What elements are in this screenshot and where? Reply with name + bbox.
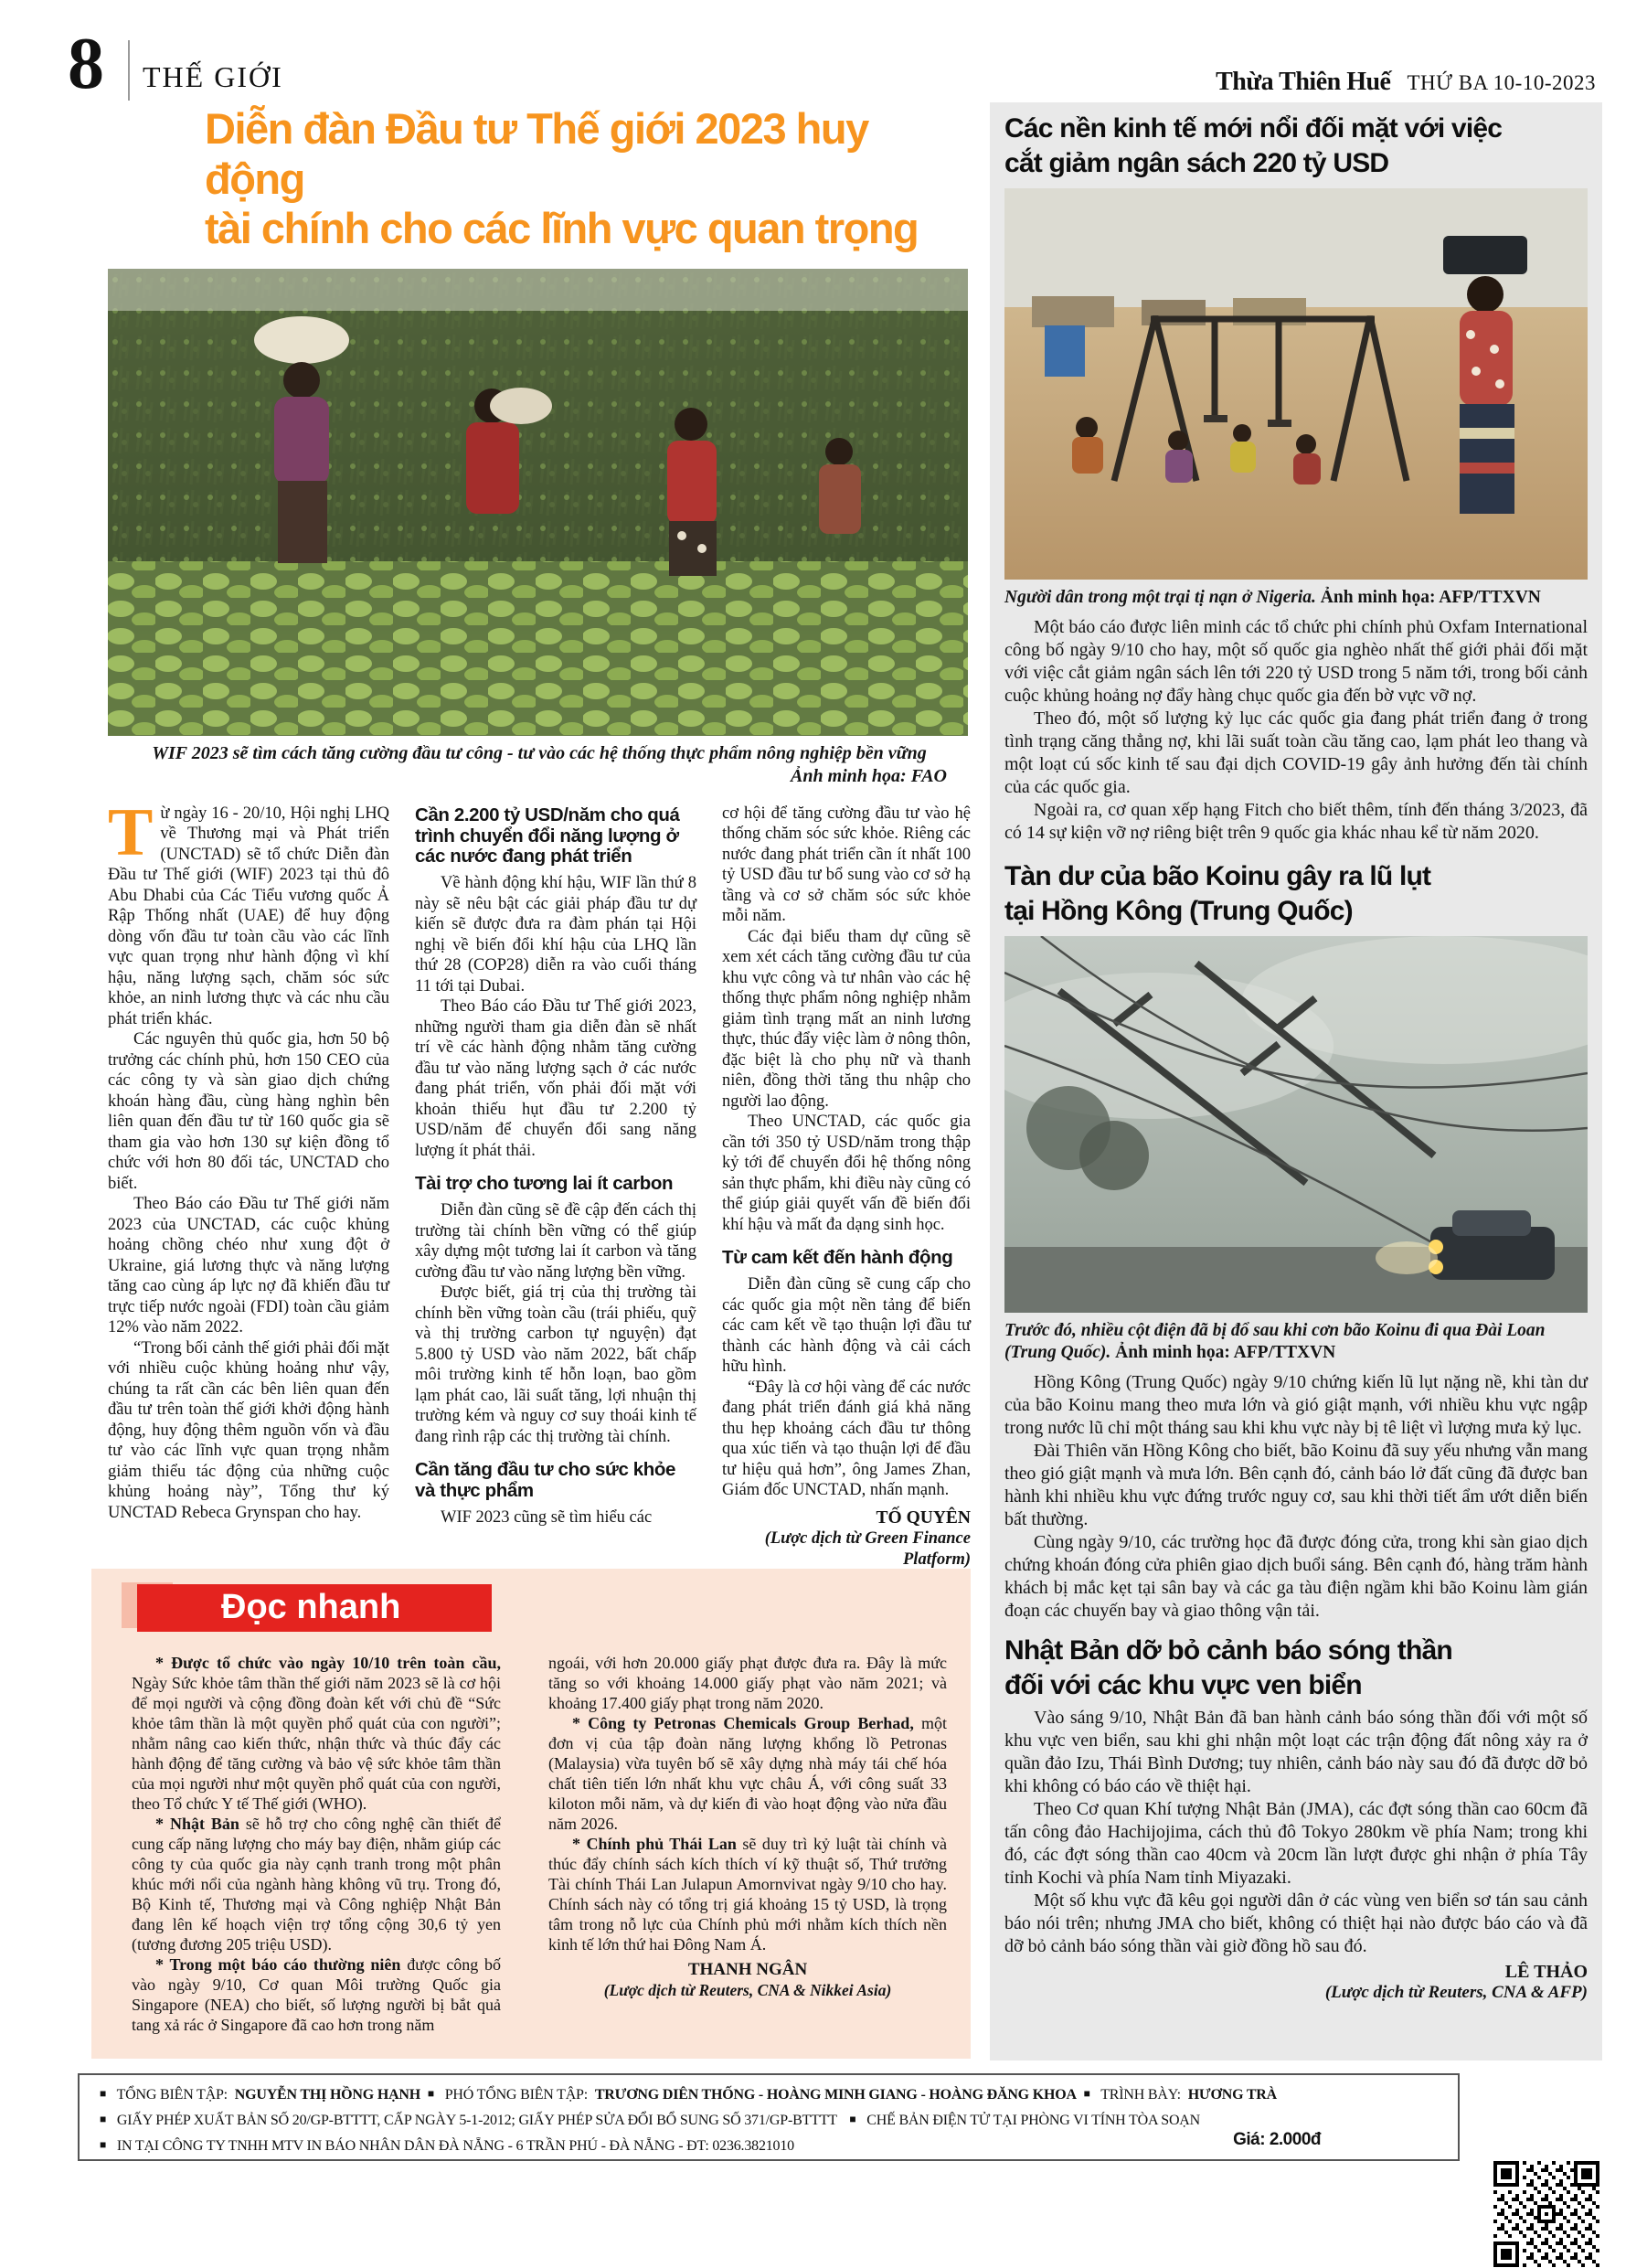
sidebar-photo-nigeria-camp xyxy=(1004,188,1588,580)
drop-cap: T xyxy=(108,794,154,870)
subheading: Cần tăng đầu tư cho sức khỏe và thực phẩm xyxy=(415,1459,676,1502)
bullet-icon: ■ xyxy=(100,2138,107,2151)
main-headline-line1: Diễn đàn Đầu tư Thế giới 2023 huy động xyxy=(205,104,868,203)
news-brief-continuation: ngoái, với hơn 20.000 giấy phạt được đưa ra. Đây là mức tăng so với khoảng 14.000 giấy phạt vào năm 2021; và khoảng 17.400 giấy phạt trong năm 2020. xyxy=(548,1654,947,1712)
price-label: Giá: 2.000đ xyxy=(1233,2130,1321,2149)
news-brief: * Nhật Bản sẽ hỗ trợ cho công nghệ cần thiết để cung cấp năng lượng cho máy bay điện, nhằm giúp các công ty của quốc gia này cạnh tranh trong một phân khúc mới nổi của ngành hàng không vũ trụ. Trong đó, Bộ Kinh tế, Thương mại và Công nghiệp Nhật Bản đang lên kế hoạch viện trợ tổng cộng 30,6 tỷ yen (tương đương 205 triệu USD). xyxy=(132,1815,501,1954)
header-right xyxy=(1216,68,1596,97)
sidebar-photo-storm xyxy=(1004,936,1588,1313)
sidebar-photo1-caption: Người dân trong một trại tị nạn ở Nigeria. Ảnh minh họa: AFP/TTXVN xyxy=(1004,587,1541,607)
main-article xyxy=(108,104,971,1571)
sidebar-article3-body xyxy=(1004,1707,1588,1958)
paragraph: Theo Cơ quan Khí tượng Nhật Bản (JMA), các đợt sóng thần cao 60cm đã tấn công đảo Hachijojima, cách thủ đô Tokyo 280km về phía Nam; trong khi đó, các đợt sóng thần cao 40cm và 20cm lần lượt được ghi nhận ở phía Tây tỉnh Kochi và phía Nam tỉnh Miyazaki. xyxy=(1004,1798,1588,1888)
footer-line-1: ■ TỔNG BIÊN TẬP: NGUYỄN THỊ HỒNG HẠNH ■ PHÓ TỔNG BIÊN TẬP: TRƯƠNG DIÊN THỐNG - HOÀNG MINH GIANG - HOÀNG ĐĂNG KHOA ■ TRÌNH BÀY: HƯƠNG TRÀ xyxy=(100,2087,1278,2103)
paragraph: Các đại biểu tham dự cũng sẽ xem xét cách tăng cường đầu tư của khu vực công và tư nhân vào các hệ thống thực phẩm nông nghiệp nhằm giảm tình trạng mất an ninh lương thực, thúc đẩy việc làm ở nông thôn, đặc biệt là cho phụ nữ và thanh niên, đồng thời tăng thu nhập cho người lao động. xyxy=(722,927,971,1111)
news-brief: * Chính phủ Thái Lan sẽ duy trì kỷ luật tài chính và thúc đẩy chính sách kích thích ví kỹ thuật số, Thứ trưởng Tài chính Thái Lan Julapun Amornvivat ngày 9/10 cho hay. Chính sách này có tổng trị giá khoảng 15 tỷ USD, là trọng tâm trong nỗ lực của Chính phủ mới nhằm kích thích nền kinh tế lớn thứ hai Đông Nam Á. xyxy=(548,1835,948,1954)
translation-credit: (Lược dịch từ Reuters, CNA & AFP) xyxy=(1324,1982,1588,2002)
paragraph: Các nguyên thủ quốc gia, hơn 50 bộ trưởng các chính phủ, hơn 150 CEO của các công ty và sàn giao dịch chứng khoán hàng đầu, cùng hàng nghìn bên liên quan đến đầu tư từ 160 quốc gia sẽ tham gia vào hơn 130 sự kiện đồng tổ chức với hơn 80 đối tác, UNCTAD cho biết. xyxy=(108,1030,389,1193)
paragraph: Ngoài ra, cơ quan xếp hạng Fitch cho biết thêm, tính đến tháng 3/2023, đã có 14 sự kiện vỡ nợ riêng biệt trên 9 quốc gia khác nhau kể từ năm 2020. xyxy=(1004,799,1588,843)
paragraph: Vào sáng 9/10, Nhật Bản đã ban hành cảnh báo sóng thần đối với một số khu vực ven biển, sau khi ghi nhận một loạt các trận động đất nông xảy ra ở quần đảo Izu, Thái Bình Dương; tuy nhiên, cảnh báo này sau đó đã được dỡ bỏ khi không có báo cáo về thiệt hại. xyxy=(1004,1707,1588,1796)
sidebar-article3-headline: Nhật Bản dỡ bỏ cảnh báo sóng thần đối với các khu vực ven biển xyxy=(1004,1635,1452,1701)
bullet-icon: ■ xyxy=(849,2113,856,2125)
main-headline xyxy=(108,104,971,254)
quick-reads-header: Đọc nhanh xyxy=(137,1584,492,1632)
translation-credit: (Lược dịch từ Green Finance Platform) xyxy=(764,1529,971,1570)
sidebar-column xyxy=(990,102,1602,2060)
main-photo-farm xyxy=(108,269,968,736)
main-column-1 xyxy=(108,794,389,1571)
sidebar-article1-body xyxy=(1004,616,1588,845)
paragraph: Theo đó, một số lượng kỷ lục các quốc gia đang phát triển đang ở trong tình trạng căng thẳng nợ, khi lãi suất toàn cầu tăng cao, lạm phát leo thang và một loạt cú sốc kinh tế sau đại dịch COVID-19 gây ảnh hưởng đến tài chính của các quốc gia. xyxy=(1004,708,1588,797)
subheading: Cần 2.200 tỷ USD/năm cho quá trình chuyển đổi năng lượng ở các nước đang phát triển xyxy=(415,804,680,868)
paragraph: Theo UNCTAD, các quốc gia cần tới 350 tỷ USD/năm trong thập kỷ tới để chuyển đổi hệ thống nông sản thực phẩm, khi điều này cũng có thể giúp giải quyết vấn đề biến đổi khí hậu và mất đa dạng sinh học. xyxy=(722,1113,971,1234)
paragraph: Đài Thiên văn Hồng Kông cho biết, bão Koinu đã suy yếu nhưng vẫn mang theo gió giật mạnh và mưa lớn. Bên cạnh đó, cảnh báo lở đất cũng đã được ban hành khi nhiều khu vực đứng trước nguy cơ, sau khi thời tiết ẩm ướt diễn biến bất thường. xyxy=(1004,1441,1588,1530)
quick-reads-columns xyxy=(132,1653,947,2035)
paragraph: Cùng ngày 9/10, các trường học đã được đóng cửa, trong khi sàn giao dịch chứng khoán đóng cửa phiên giao dịch buổi sáng. Bên cạnh đó, hàng trăm hành khách bị mắc kẹt tại sân bay và các ga tàu điện ngầm khi bão Koinu làm gián đoạn các chuyến bay và giao thông vận tải. xyxy=(1004,1532,1588,1622)
paragraph: Theo Báo cáo Đầu tư Thế giới 2023, những người tham gia diễn đàn sẽ nhất trí về các hành động nhằm tăng cường đầu tư vào năng lượng sạch ở các nước đang phát triển, vốn phải đối mặt với khoản thiếu hụt đầu tư 2.200 tỷ USD/năm để chuyển đổi sang năng lượng ít phát thải. xyxy=(415,997,696,1160)
main-column-2 xyxy=(415,804,696,1571)
news-brief: * Công ty Petronas Chemicals Group Berhad, một đơn vị của tập đoàn năng lượng khổng lồ Petronas (Malaysia) vừa tuyên bố sẽ xây dựng nhà máy tái chế hóa chất tiên tiến lớn nhất khu vực châu Á, với công suất 33 kiloton mỗi năm, và dự kiến đi vào hoạt động vào nửa đầu năm 2026. xyxy=(548,1714,947,1833)
paragraph: Từ ngày 16 - 20/10, Hội nghị LHQ về Thương mại và Phát triển (UNCTAD) sẽ tổ chức Diễn đàn Đầu tư Thế giới (WIF) 2023 tại thủ đô Abu Dhabi của Các Tiểu vương quốc Ả Rập Thống nhất (UAE) để huy động dòng vốn đầu tư toàn cầu vào các lĩnh vực quan trọng như hành động vì khí hậu, năng lượng sạch, chăm sóc sức khỏe, an ninh lương thực và các nhu cầu phát triển khác. xyxy=(108,794,389,1028)
main-article-columns xyxy=(108,794,971,1571)
qr-code xyxy=(1493,2161,1599,2267)
paragraph: cơ hội để tăng cường đầu tư vào hệ thống chăm sóc sức khỏe. Riêng các nước đang phát triển cần ít nhất 100 tỷ USD đầu tư bổ sung vào cơ sở hạ tầng và cơ sở chăm sóc sức khỏe mỗi năm. xyxy=(722,804,971,926)
sidebar-article1-headline: Các nền kinh tế mới nổi đối mặt với việc cắt giảm ngân sách 220 tỷ USD xyxy=(1004,113,1503,178)
author-byline: LÊ THẢO xyxy=(1504,1961,1588,1982)
main-headline-line2: tài chính cho các lĩnh vực quan trọng xyxy=(205,204,919,253)
bullet-icon: ■ xyxy=(100,2113,107,2125)
translation-credit: (Lược dịch từ Reuters, CNA & Nikkei Asia) xyxy=(603,1981,892,1999)
quick-reads-column-2 xyxy=(548,1653,947,2035)
sidebar-article2-headline: Tàn dư của bão Koinu gây ra lũ lụt tại Hồng Kông (Trung Quốc) xyxy=(1004,860,1431,926)
main-photo-caption xyxy=(108,743,971,787)
main-column-3 xyxy=(722,804,971,1571)
paragraph: WIF 2023 cũng sẽ tìm hiểu các xyxy=(441,1508,653,1528)
footer-line-3: ■ IN TẠI CÔNG TY TNHH MTV IN BÁO NHÂN DÂN ĐÀ NẴNG - 6 TRẦN PHÚ - ĐÀ NẴNG - ĐT: 0236.3821010 xyxy=(100,2138,794,2154)
footer-line-2: ■ GIẤY PHÉP XUẤT BẢN SỐ 20/GP-BTTTT, CẤP NGÀY 5-1-2012; GIẤY PHÉP SỬA ĐỔI BỔ SUNG SỐ 371/GP-BTTTT ■ CHẾ BẢN ĐIỆN TỬ TẠI PHÒNG VI TÍNH TÒA SOẠN xyxy=(100,2113,1201,2128)
bullet-icon: ■ xyxy=(100,2087,107,2100)
header-divider xyxy=(128,40,130,101)
caption-credit: Ảnh minh họa: FAO xyxy=(790,765,947,786)
paragraph: Theo Báo cáo Đầu tư Thế giới năm 2023 của UNCTAD, các cuộc khủng hoảng chồng chéo như xung đột ở Ukraine, giá lương thực và năng lượng tăng cao cùng áp lực nợ đã khiến đầu tư trực tiếp nước ngoài (FDI) toàn cầu giảm 12% vào năm 2022. xyxy=(108,1195,389,1337)
author-byline: TỐ QUYÊN xyxy=(876,1507,971,1528)
paragraph: Được biết, giá trị của thị trường tài chính bền vững toàn cầu (trái phiếu, quỹ và thị trường carbon tự nguyện) đạt 5.800 tỷ USD vào năm 2022, bất chấp môi trường kinh tế hỗn loạn, bao gồm lạm phát cao, lãi suất tăng, lợi nhuận thị trường kém và nguy cơ suy thoái kinh tế đang rình rập các thị trường tài chính. xyxy=(415,1283,696,1446)
paragraph: Một số khu vực đã kêu gọi người dân ở các vùng ven biển sơ tán sau cảnh báo nói trên; nhưng JMA cho biết, không có thiệt hại nào được báo cáo và đã dỡ bỏ cảnh báo sóng thần vài giờ đồng hồ sau đó. xyxy=(1004,1890,1588,1956)
paragraph: Diễn đàn cũng sẽ đề cập đến cách thị trường tài chính bền vững có thể giúp xây dựng một tương lai ít carbon và tăng cường đầu tư vào năng lượng bền vững. xyxy=(415,1201,696,1282)
paragraph: “Trong bối cảnh thế giới phải đối mặt với nhiều cuộc khủng hoảng như vậy, chúng ta rất cần các bên liên quan đến đầu tư trên toàn thế giới khởi động hành động, huy động thêm nguồn vốn và đầu tư vào các lĩnh vực quan trọng nhằm giảm thiểu tác động của những cuộc khủng hoảng này”, Tổng thư ký UNCTAD Rebeca Grynspan cho hay. xyxy=(108,1338,389,1522)
sidebar-photo2-caption: Trước đó, nhiều cột điện đã bị đổ sau khi cơn bão Koinu đi qua Đài Loan (Trung Quốc). Ảnh minh họa: AFP/TTXVN xyxy=(1004,1320,1546,1362)
bullet-icon: ■ xyxy=(1083,2087,1090,2100)
quick-reads-box xyxy=(91,1569,971,2059)
caption-text: WIF 2023 sẽ tìm cách tăng cường đầu tư công - tư vào các hệ thống thực phẩm nông nghiệp bền vững xyxy=(152,742,927,763)
publisher-footer xyxy=(78,2073,1460,2161)
bullet-icon: ■ xyxy=(427,2087,434,2100)
page-number: 8 xyxy=(68,24,104,104)
section-title: THẾ GIỚI xyxy=(143,60,283,93)
paragraph: “Đây là cơ hội vàng để các nước đang phát triển đánh giá khả năng thu hẹp khoảng cách đầu tư thông qua xúc tiến và tạo thuận lợi để đầu tư hiệu quả hơn”, ông James Zhan, Giám đốc UNCTAD, nhấn mạnh. xyxy=(722,1378,971,1499)
paragraph: Hồng Kông (Trung Quốc) ngày 9/10 chứng kiến lũ lụt nặng nề, khi tàn dư của bão Koinu mang theo mưa lớn và gió giật mạnh, với nhiều khu vực ngập trong nước lũ chỉ một tháng sau khi khu vực này bị tê liệt vì lượng mưa kỷ lục. xyxy=(1004,1372,1588,1439)
issue-date: THỨ BA 10-10-2023 xyxy=(1407,71,1596,94)
paragraph: Một báo cáo được liên minh các tổ chức phi chính phủ Oxfam International công bố ngày 9/10 cho hay, một số quốc gia nghèo nhất thế giới phải đối mặt với việc cắt giảm ngân sách lên tới 220 tỷ USD trong 5 năm tới, trong bối cảnh cuộc khủng hoảng nợ đẩy hàng chục quốc gia đến bờ vực vỡ nợ. xyxy=(1004,616,1588,706)
subheading: Từ cam kết đến hành động xyxy=(722,1247,953,1269)
author-byline: THANH NGÂN xyxy=(687,1960,808,1979)
sidebar-article2-body xyxy=(1004,1371,1588,1623)
paragraph: Diễn đàn cũng sẽ cung cấp cho các quốc gia một nền tảng để biến các cam kết về tạo thuận lợi đầu tư thành các hành động và cải cách hữu hình. xyxy=(722,1275,971,1376)
masthead: Thừa Thiên Huế xyxy=(1216,68,1391,96)
news-brief: * Trong một báo cáo thường niên được công bố vào ngày 9/10, Cơ quan Môi trường Quốc gia Singapore (NEA) cho biết, số lượng người bị bắt quả tang xả rác ở Singapore đã cao hơn trong năm xyxy=(132,1955,501,2034)
paragraph: Về hành động khí hậu, WIF lần thứ 8 này sẽ nêu bật các giải pháp đầu tư dự kiến sẽ được đưa ra đàm phán tại Hội nghị về biến đổi khí hậu của LHQ lần thứ 28 (COP28) diễn ra vào cuối tháng 11 tới tại Dubai. xyxy=(415,874,696,996)
quick-reads-column-1 xyxy=(132,1653,501,2035)
news-brief: * Được tổ chức vào ngày 10/10 trên toàn cầu, Ngày Sức khỏe tâm thần thế giới năm 2023 sẽ là cơ hội để mọi người và cộng đồng đoàn kết với chủ đề “Sức khỏe tâm thần là một quyền phổ quát của con người”; nhằm nâng cao kiến thức, nhận thức và thúc đẩy các hành động để tăng cường và bảo vệ sức khỏe tâm thần của mọi người như một quyền phổ quát của con người, theo Tổ chức Y tế Thế giới (WHO). xyxy=(132,1654,501,1813)
subheading: Tài trợ cho tương lai ít carbon xyxy=(415,1173,674,1195)
